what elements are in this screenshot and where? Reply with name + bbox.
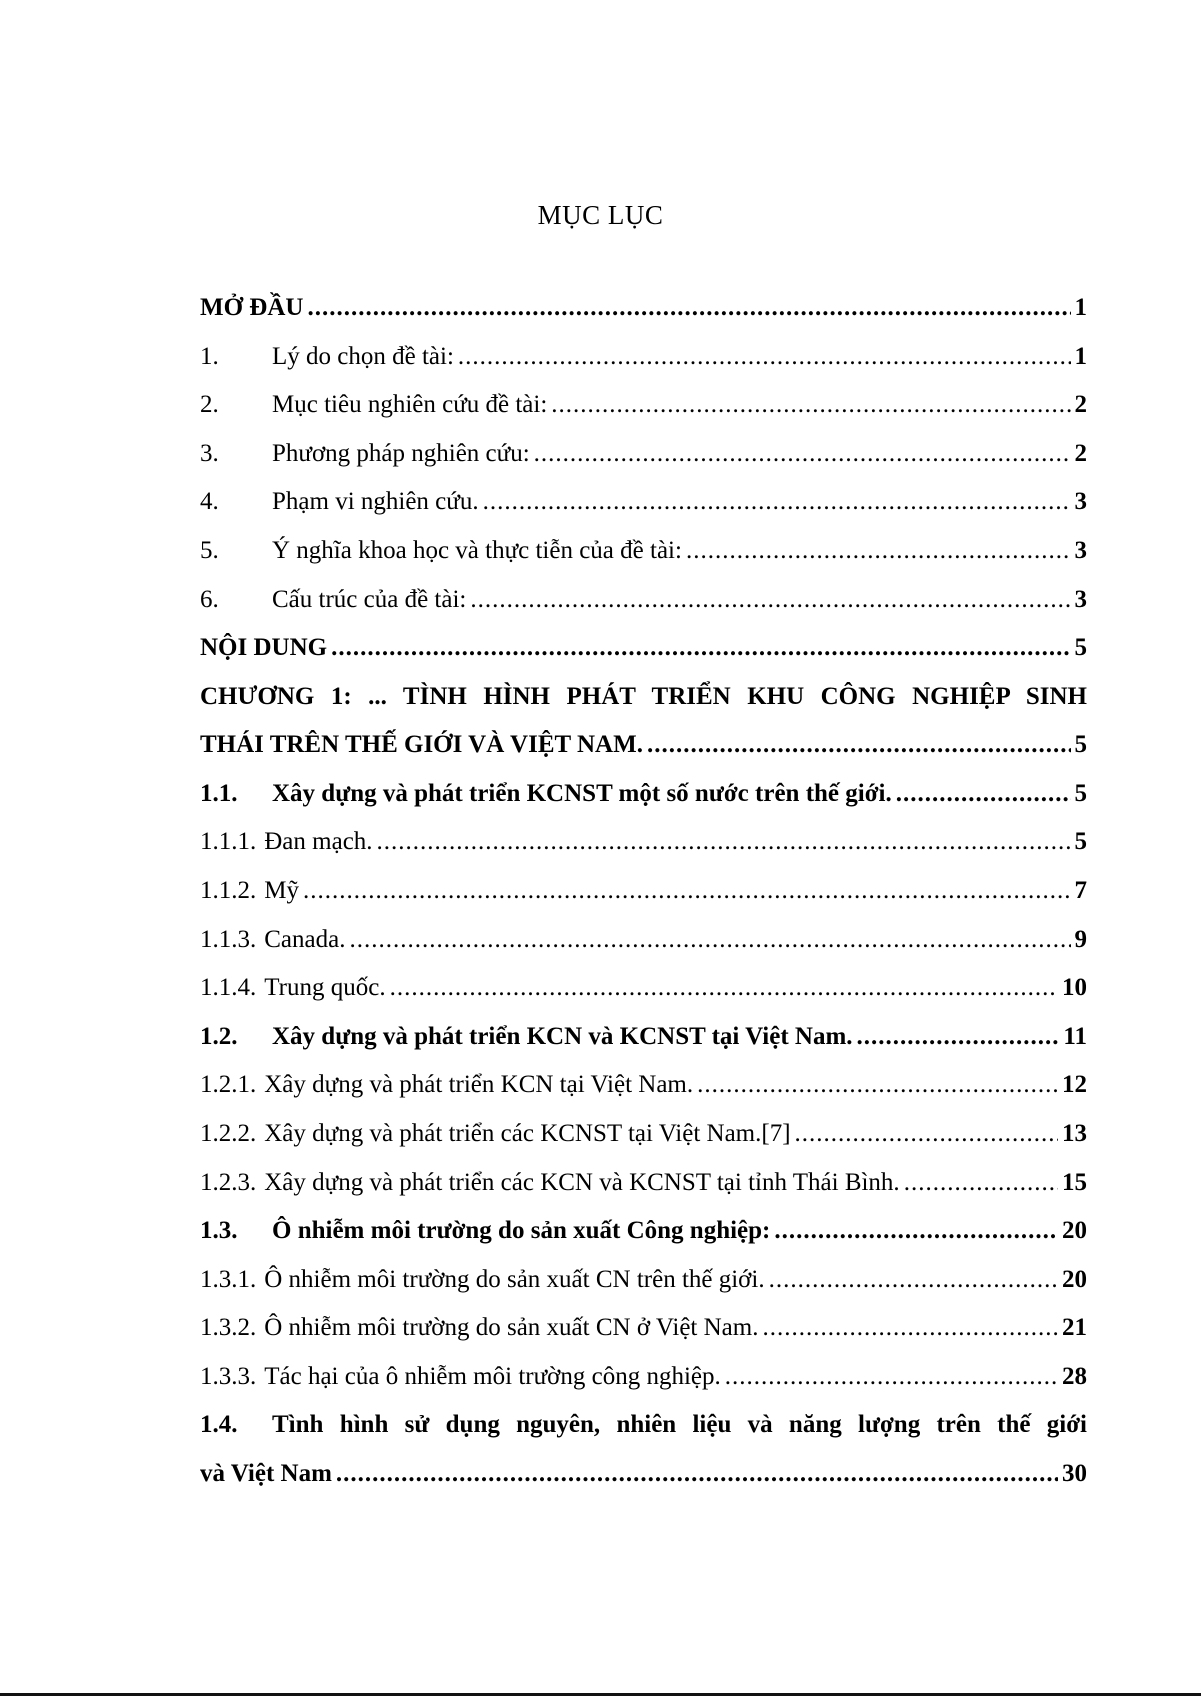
toc-entry-number: 2. bbox=[200, 391, 219, 419]
toc-entry-number: 1.1.1. bbox=[200, 828, 257, 856]
toc-entry-number: 1.4. bbox=[200, 1411, 238, 1439]
toc-page-number: 1 bbox=[1074, 342, 1087, 370]
toc-entry-text: Xây dựng và phát triển KCN tại Việt Nam. bbox=[264, 1071, 694, 1099]
toc-entry-text: Phạm vi nghiên cứu. bbox=[272, 488, 479, 516]
toc-entry-number: 1.1.4. bbox=[200, 974, 257, 1002]
toc-entry[interactable] bbox=[200, 1314, 1087, 1363]
toc-entry-number: 1.3. bbox=[200, 1217, 238, 1245]
toc-page-number: 7 bbox=[1074, 876, 1087, 904]
toc-entry[interactable] bbox=[200, 294, 1087, 343]
dot-leader bbox=[774, 1217, 1058, 1245]
dot-leader bbox=[769, 1266, 1058, 1294]
toc-entry-text: Ô nhiễm môi trường do sản xuất Công nghiệp: bbox=[272, 1217, 771, 1245]
toc-entry[interactable] bbox=[200, 440, 1087, 489]
toc-page-number: 11 bbox=[1063, 1022, 1087, 1050]
toc-page-number: 2 bbox=[1074, 439, 1087, 467]
toc-entry-number: 1.2.3. bbox=[200, 1168, 257, 1196]
dot-leader bbox=[647, 731, 1071, 759]
toc-entry-text: Đan mạch. bbox=[264, 828, 373, 856]
toc-entry[interactable] bbox=[200, 1023, 1087, 1072]
dot-leader bbox=[857, 1023, 1060, 1051]
toc-entry[interactable] bbox=[200, 1411, 1087, 1508]
toc-entry-number: 1.3.1. bbox=[200, 1265, 257, 1293]
bottom-border bbox=[0, 1693, 1201, 1696]
toc-entry-text: Phương pháp nghiên cứu: bbox=[272, 439, 530, 467]
toc-entry-text: Ô nhiễm môi trường do sản xuất CN ở Việt Nam. bbox=[264, 1314, 759, 1342]
toc-entry[interactable] bbox=[200, 634, 1087, 683]
toc-entry-text: Tác hại của ô nhiễm môi trường công nghiệp. bbox=[264, 1362, 721, 1390]
toc-entry-number: 5. bbox=[200, 536, 219, 564]
toc-page-number: 12 bbox=[1062, 1071, 1087, 1099]
toc-entry-text: Xây dựng và phát triển KCNST một số nước trên thế giới. bbox=[272, 779, 892, 807]
toc-page-number: 2 bbox=[1074, 391, 1087, 419]
dot-leader bbox=[534, 440, 1071, 468]
toc-page-number: 5 bbox=[1074, 828, 1087, 856]
toc-entry-number: 1.1. bbox=[200, 779, 238, 807]
dot-leader bbox=[349, 926, 1070, 954]
toc-page-number: 28 bbox=[1062, 1362, 1087, 1390]
toc-entry[interactable] bbox=[200, 537, 1087, 586]
dot-leader bbox=[331, 634, 1070, 662]
toc-page-number: 9 bbox=[1074, 925, 1087, 953]
toc-entry-number: 1.2.1. bbox=[200, 1071, 257, 1099]
toc-entry-number: 1. bbox=[200, 342, 219, 370]
dot-leader bbox=[390, 974, 1058, 1002]
toc-entry-number: 1.2.2. bbox=[200, 1119, 257, 1147]
toc-entry[interactable] bbox=[200, 780, 1087, 829]
toc-entry-number: 6. bbox=[200, 585, 219, 613]
toc-entry[interactable] bbox=[200, 343, 1087, 392]
toc-entry[interactable] bbox=[200, 1169, 1087, 1218]
toc-page-number: 21 bbox=[1062, 1314, 1087, 1342]
toc-entry-number: 3. bbox=[200, 439, 219, 467]
dot-leader bbox=[697, 1071, 1058, 1099]
toc-page-number: 30 bbox=[1062, 1460, 1087, 1488]
toc-page-number: 20 bbox=[1062, 1217, 1087, 1245]
toc-entry[interactable] bbox=[200, 1363, 1087, 1412]
toc-entry[interactable] bbox=[200, 1266, 1087, 1315]
toc-entry-text: MỞ ĐẦU bbox=[200, 294, 304, 321]
toc-page-number: 5 bbox=[1074, 779, 1087, 807]
toc-entry[interactable] bbox=[200, 1217, 1087, 1266]
dot-leader bbox=[795, 1120, 1058, 1148]
dot-leader bbox=[896, 780, 1071, 808]
toc-entry-text: Xây dựng và phát triển các KCNST tại Việt Nam.[7] bbox=[264, 1119, 791, 1147]
toc-entry-number: 1.3.3. bbox=[200, 1362, 257, 1390]
dot-leader bbox=[470, 586, 1070, 614]
toc-entry-number: 1.1.3. bbox=[200, 925, 257, 953]
table-of-contents bbox=[200, 294, 1087, 1508]
dot-leader bbox=[303, 877, 1071, 905]
dot-leader bbox=[483, 488, 1071, 516]
toc-entry-text: Canada. bbox=[264, 925, 346, 953]
toc-entry[interactable] bbox=[200, 1120, 1087, 1169]
toc-entry-text: Trung quốc. bbox=[264, 974, 386, 1002]
dot-leader bbox=[725, 1363, 1058, 1391]
toc-entry-text-continued: THÁI TRÊN THẾ GIỚI VÀ VIỆT NAM. bbox=[200, 731, 643, 759]
page-title: MỤC LỤC bbox=[537, 200, 664, 230]
toc-entry-text: Xây dựng và phát triển các KCN và KCNST tại tỉnh Thái Bình. bbox=[264, 1168, 900, 1196]
toc-entry-text: Ý nghĩa khoa học và thực tiễn của đề tài: bbox=[272, 536, 682, 564]
toc-entry-number: 1.2. bbox=[200, 1022, 238, 1050]
toc-entry-text: Tình hình sử dụng nguyên, nhiên liệu và năng lượng trên thế giới bbox=[272, 1411, 1087, 1439]
dot-leader bbox=[904, 1169, 1058, 1197]
toc-entry-text: Mục tiêu nghiên cứu đề tài: bbox=[272, 391, 548, 419]
dot-leader bbox=[551, 391, 1070, 419]
toc-entry[interactable] bbox=[200, 1071, 1087, 1120]
dot-leader bbox=[686, 537, 1071, 565]
dot-leader bbox=[377, 828, 1071, 856]
toc-entry-text: Lý do chọn đề tài: bbox=[272, 342, 454, 370]
toc-entry-text: Ô nhiễm môi trường do sản xuất CN trên thế giới. bbox=[264, 1265, 765, 1293]
toc-entry[interactable] bbox=[200, 586, 1087, 635]
dot-leader bbox=[336, 1460, 1058, 1488]
toc-page-number: 5 bbox=[1074, 731, 1087, 759]
toc-entry[interactable] bbox=[200, 877, 1087, 926]
toc-entry-text: Xây dựng và phát triển KCN và KCNST tại Việt Nam. bbox=[272, 1022, 853, 1050]
toc-entry[interactable] bbox=[200, 828, 1087, 877]
toc-page-number: 15 bbox=[1062, 1168, 1087, 1196]
toc-entry-number: 1.1.2. bbox=[200, 876, 257, 904]
toc-entry-number: 4. bbox=[200, 488, 219, 516]
toc-entry[interactable] bbox=[200, 488, 1087, 537]
toc-entry-text: Mỹ bbox=[264, 876, 299, 904]
toc-page-number: 10 bbox=[1062, 974, 1087, 1002]
toc-entry-text-continued: và Việt Nam bbox=[200, 1460, 332, 1488]
toc-entry[interactable] bbox=[200, 926, 1087, 975]
toc-entry-text: Cấu trúc của đề tài: bbox=[272, 585, 467, 613]
toc-entry-text: NỘI DUNG bbox=[200, 634, 328, 662]
toc-entry[interactable] bbox=[200, 683, 1087, 780]
dot-leader bbox=[762, 1314, 1058, 1342]
toc-page-number: 3 bbox=[1074, 488, 1087, 516]
toc-entry[interactable] bbox=[200, 974, 1087, 1023]
toc-page-number: 1 bbox=[1074, 294, 1087, 321]
dot-leader bbox=[458, 343, 1071, 371]
toc-entry[interactable] bbox=[200, 391, 1087, 440]
toc-page-number: 5 bbox=[1074, 634, 1087, 662]
toc-entry-text: CHƯƠNG 1: ... TÌNH HÌNH PHÁT TRIỂN KHU CÔNG NGHIỆP SINH bbox=[200, 682, 1087, 710]
dot-leader bbox=[307, 294, 1070, 322]
toc-page-number: 13 bbox=[1062, 1119, 1087, 1147]
toc-page-number: 20 bbox=[1062, 1265, 1087, 1293]
toc-entry-number: 1.3.2. bbox=[200, 1314, 257, 1342]
toc-page-number: 3 bbox=[1074, 585, 1087, 613]
toc-page-number: 3 bbox=[1074, 536, 1087, 564]
